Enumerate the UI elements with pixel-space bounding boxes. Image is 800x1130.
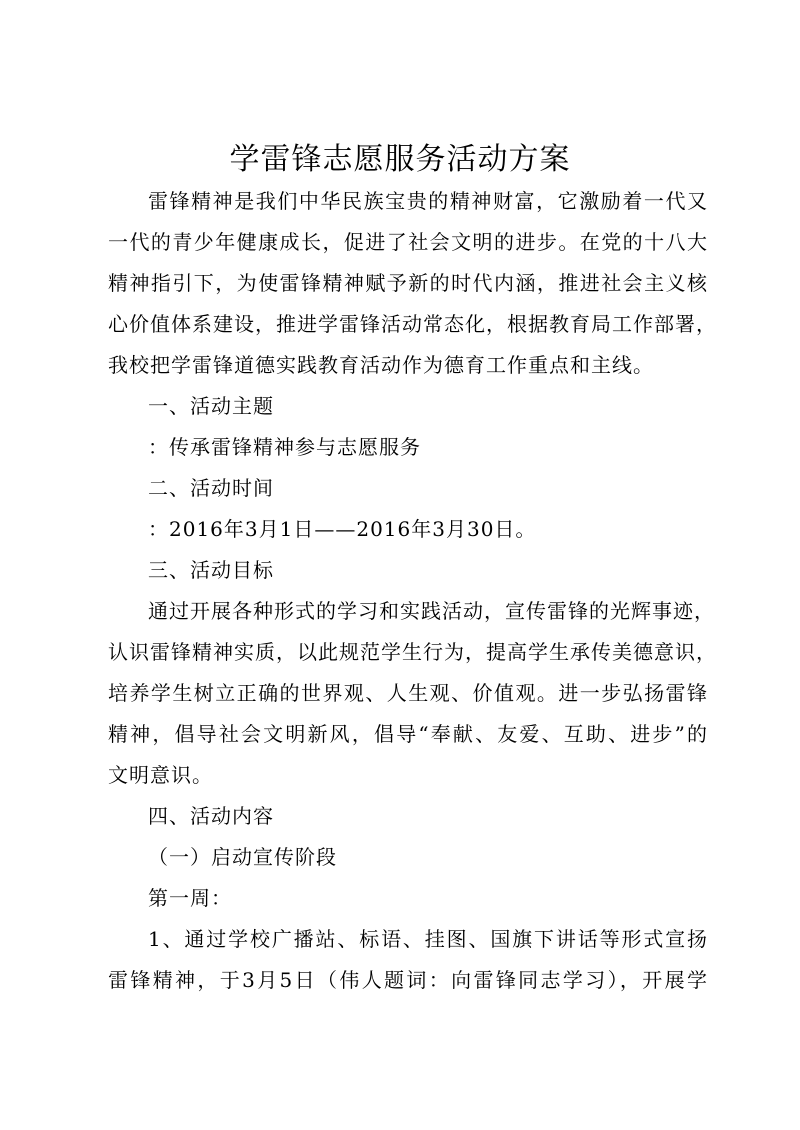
paragraph-line: 培养学生树立正确的世界观、人生观、价值观。进一步弘扬雷锋 (108, 681, 708, 705)
section-heading: 三、活动目标 (148, 558, 274, 582)
section-heading: 四、活动内容 (148, 804, 274, 828)
paragraph-line: 雷锋精神，于3月5日（伟人题词：向雷锋同志学习），开展学 (108, 968, 708, 992)
paragraph-line: 精神指引下，为使雷锋精神赋予新的时代内涵，推进社会主义核 (108, 271, 708, 295)
paragraph-line: 文明意识。 (108, 763, 213, 787)
document-title: 学雷锋志愿服务活动方案 (229, 142, 571, 177)
subsection-heading: （一）启动宣传阶段 (148, 845, 337, 869)
section-heading: 二、活动时间 (148, 476, 274, 500)
paragraph-line: 精神，倡导社会文明新风，倡导“奉献、友爱、互助、进步”的 (108, 722, 708, 746)
paragraph-line: ：传承雷锋精神参与志愿服务 (148, 435, 421, 459)
paragraph-line: 我校把学雷锋道德实践教育活动作为德育工作重点和主线。 (108, 353, 654, 377)
section-heading: 一、活动主题 (148, 394, 274, 418)
paragraph-line: 1、通过学校广播站、标语、挂图、国旗下讲话等形式宣扬 (148, 927, 708, 951)
paragraph-line: 认识雷锋精神实质，以此规范学生行为，提高学生承传美德意识， (108, 640, 717, 664)
paragraph-line: 通过开展各种形式的学习和实践活动，宣传雷锋的光辉事迹， (148, 599, 715, 623)
paragraph-line: 雷锋精神是我们中华民族宝贵的精神财富，它激励着一代又 (148, 189, 708, 213)
paragraph-line: 第一周： (148, 886, 232, 910)
paragraph-line: 一代的青少年健康成长，促进了社会文明的进步。在党的十八大 (108, 230, 708, 254)
paragraph-line: ：2016年3月1日——2016年3月30日。 (148, 517, 537, 541)
paragraph-line: 心价值体系建设，推进学雷锋活动常态化，根据教育局工作部署， (108, 312, 717, 336)
